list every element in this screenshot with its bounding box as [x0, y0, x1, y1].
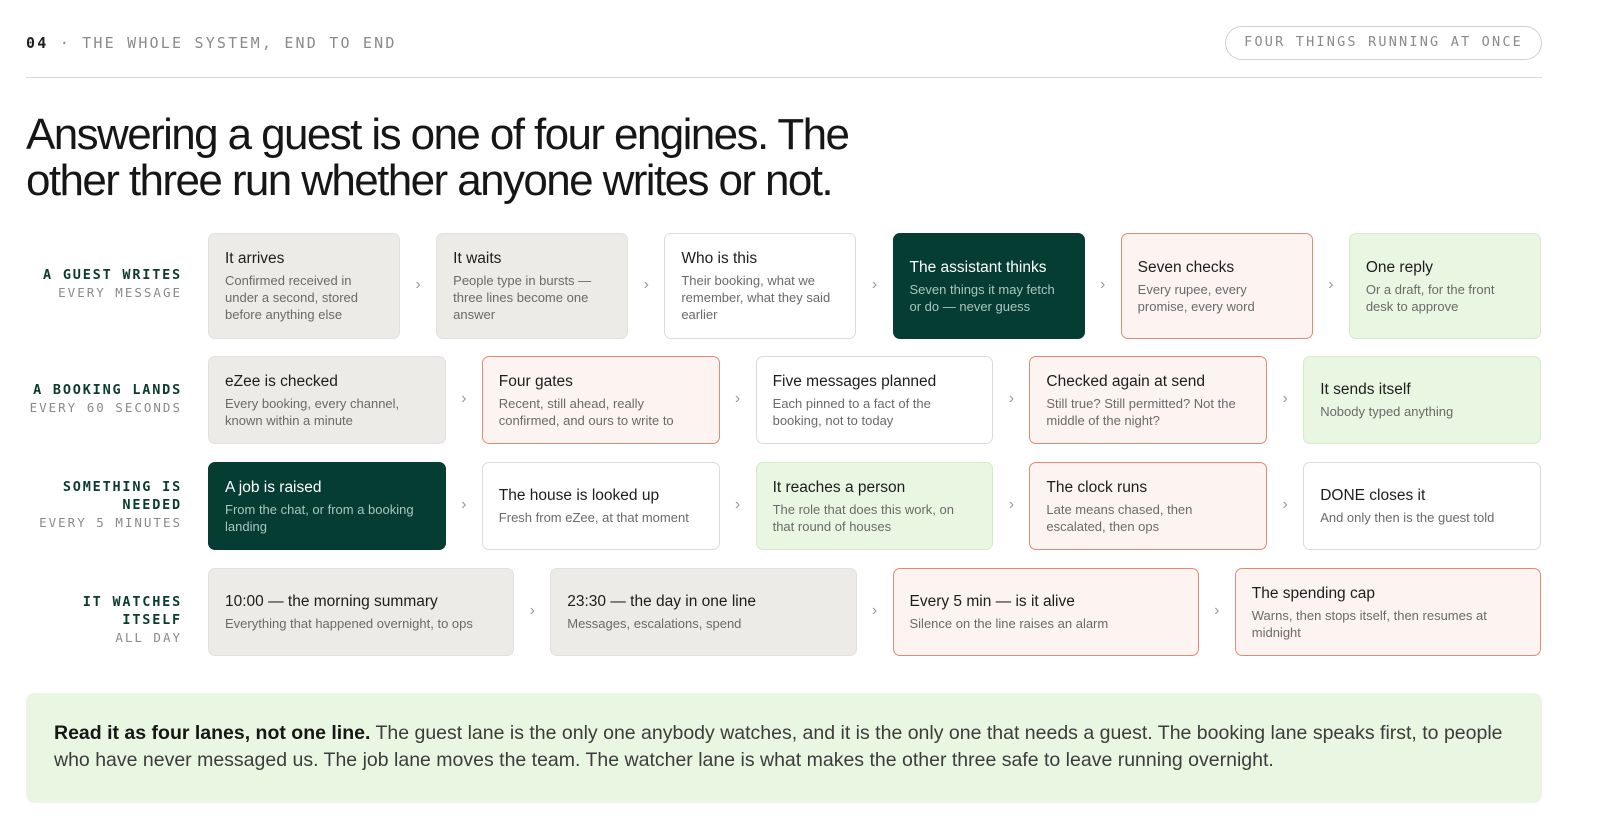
chevron-right-icon: ›	[461, 496, 467, 513]
lane-title: IT WATCHES ITSELF	[82, 594, 182, 628]
chevron-right-icon: ›	[871, 602, 878, 619]
step-description: Every rupee, every promise, every word	[1137, 281, 1255, 314]
section-title: · THE WHOLE SYSTEM, END TO END	[59, 34, 397, 52]
step-description: Confirmed received in under a second, stored before anything else	[225, 273, 358, 322]
lane-label	[26, 593, 182, 646]
step-description: Every booking, every channel, known within a minute	[225, 395, 400, 428]
page-title: Answering a guest is one of four engines. The other three run whether anyone writes or not.	[26, 110, 849, 205]
section-number: 04	[26, 34, 49, 52]
step-card	[1029, 356, 1267, 444]
chevron-right-icon: ›	[1099, 276, 1106, 293]
header-bar	[26, 26, 1542, 78]
step-description: From the chat, or from a booking landing	[225, 501, 414, 534]
step-description: Or a draft, for the front desk to approve	[1365, 281, 1495, 314]
summary-lead: Read it as four lanes, not one line.	[54, 722, 371, 744]
chevron-right-icon: ›	[1008, 390, 1015, 407]
chevron-right-icon: ›	[529, 602, 535, 619]
chevron-right-icon: ›	[734, 390, 741, 407]
step-card	[482, 462, 720, 550]
step-title: It sends itself	[1320, 381, 1411, 398]
step-description: Still true? Still permitted? Not the middle of the night?	[1046, 395, 1236, 428]
step-description: The role that does this work, on that round of houses	[772, 501, 954, 534]
step-title: One reply	[1365, 258, 1434, 276]
lane-frequency: ALL DAY	[115, 630, 182, 645]
step-title: eZee is checked	[225, 372, 338, 390]
chevron-right-icon: ›	[1214, 602, 1220, 619]
lane-label	[26, 478, 182, 531]
step-card	[550, 568, 856, 656]
chevron-right-icon: ›	[734, 496, 741, 513]
step-title: The clock runs	[1046, 478, 1148, 496]
step-title: Four gates	[498, 372, 573, 390]
step-title: A job is raised	[225, 478, 322, 496]
step-title: It arrives	[225, 250, 285, 267]
step-card	[208, 233, 400, 339]
step-title: The spending cap	[1251, 584, 1375, 602]
section-tag	[26, 34, 397, 52]
step-title: Five messages planned	[772, 372, 937, 390]
step-card	[1303, 356, 1541, 444]
step-description: Seven things it may fetch or do — never guess	[909, 281, 1055, 314]
step-card	[208, 568, 514, 656]
chevron-right-icon: ›	[461, 390, 467, 407]
step-title: Who is this	[681, 250, 758, 267]
lane-title: A GUEST WRITES	[43, 267, 182, 283]
status-pill: FOUR THINGS RUNNING AT ONCE	[1225, 26, 1542, 60]
step-description: Messages, escalations, spend	[567, 616, 742, 631]
step-title: DONE closes it	[1320, 487, 1426, 504]
step-description: People type in bursts — three lines become one answer	[453, 273, 592, 322]
step-card	[208, 356, 446, 444]
lane-title: A BOOKING LANDS	[33, 382, 182, 398]
step-card	[1029, 462, 1267, 550]
step-card	[436, 233, 628, 339]
summary-note	[26, 693, 1542, 803]
step-title: The assistant thinks	[909, 258, 1047, 276]
step-description: Late means chased, then escalated, then ops	[1046, 501, 1193, 534]
chevron-right-icon: ›	[1008, 496, 1015, 513]
lane-label	[26, 381, 182, 416]
lane-frequency: EVERY 60 SECONDS	[29, 400, 182, 415]
step-card	[482, 356, 720, 444]
step-card	[1303, 462, 1541, 550]
step-description: Each pinned to a fact of the booking, not to today	[772, 395, 931, 428]
chevron-right-icon: ›	[415, 276, 421, 293]
step-description: And only then is the guest told	[1320, 510, 1495, 525]
step-card	[1235, 568, 1541, 656]
step-title: Seven checks	[1137, 258, 1235, 276]
chevron-right-icon: ›	[1282, 390, 1288, 407]
chevron-right-icon: ›	[643, 276, 649, 293]
step-card	[893, 568, 1199, 656]
step-title: The house is looked up	[498, 487, 660, 504]
step-card	[664, 233, 856, 339]
step-description: Their booking, what we remember, what they said earlier	[681, 273, 831, 322]
step-description: Everything that happened overnight, to ops	[225, 616, 473, 631]
step-card	[208, 462, 446, 550]
lane-frequency: EVERY 5 MINUTES	[39, 515, 182, 530]
chevron-right-icon: ›	[1328, 276, 1334, 293]
step-description: Nobody typed anything	[1320, 404, 1454, 419]
step-card	[893, 233, 1085, 339]
step-card	[756, 462, 994, 550]
step-card	[1349, 233, 1541, 339]
step-title: It waits	[453, 250, 502, 267]
step-title: It reaches a person	[772, 478, 906, 496]
lane-title: SOMETHING IS NEEDED	[62, 479, 182, 513]
step-title: 10:00 — the morning summary	[225, 593, 438, 610]
lane-label	[26, 266, 182, 301]
step-description: Warns, then stops itself, then resumes at midnight	[1251, 607, 1487, 640]
step-description: Silence on the line raises an alarm	[909, 616, 1109, 631]
step-card	[1121, 233, 1313, 339]
step-title: 23:30 — the day in one line	[567, 593, 756, 610]
chevron-right-icon: ›	[871, 276, 878, 293]
step-card	[756, 356, 994, 444]
step-description: Recent, still ahead, really confirmed, and ours to write to	[498, 395, 674, 428]
step-description: Fresh from eZee, at that moment	[498, 510, 689, 525]
step-title: Checked again at send	[1046, 372, 1205, 390]
summary-body: The guest lane is the only one anybody watches, and it is the only one that needs a guest. The booking lane speaks first, to people who have never messaged us. The job lane moves the team. The watcher lane is what makes the other three safe to leave running overnight.	[54, 722, 1503, 771]
chevron-right-icon: ›	[1282, 496, 1288, 513]
lane-frequency: EVERY MESSAGE	[58, 285, 182, 300]
step-title: Every 5 min — is it alive	[909, 593, 1075, 610]
